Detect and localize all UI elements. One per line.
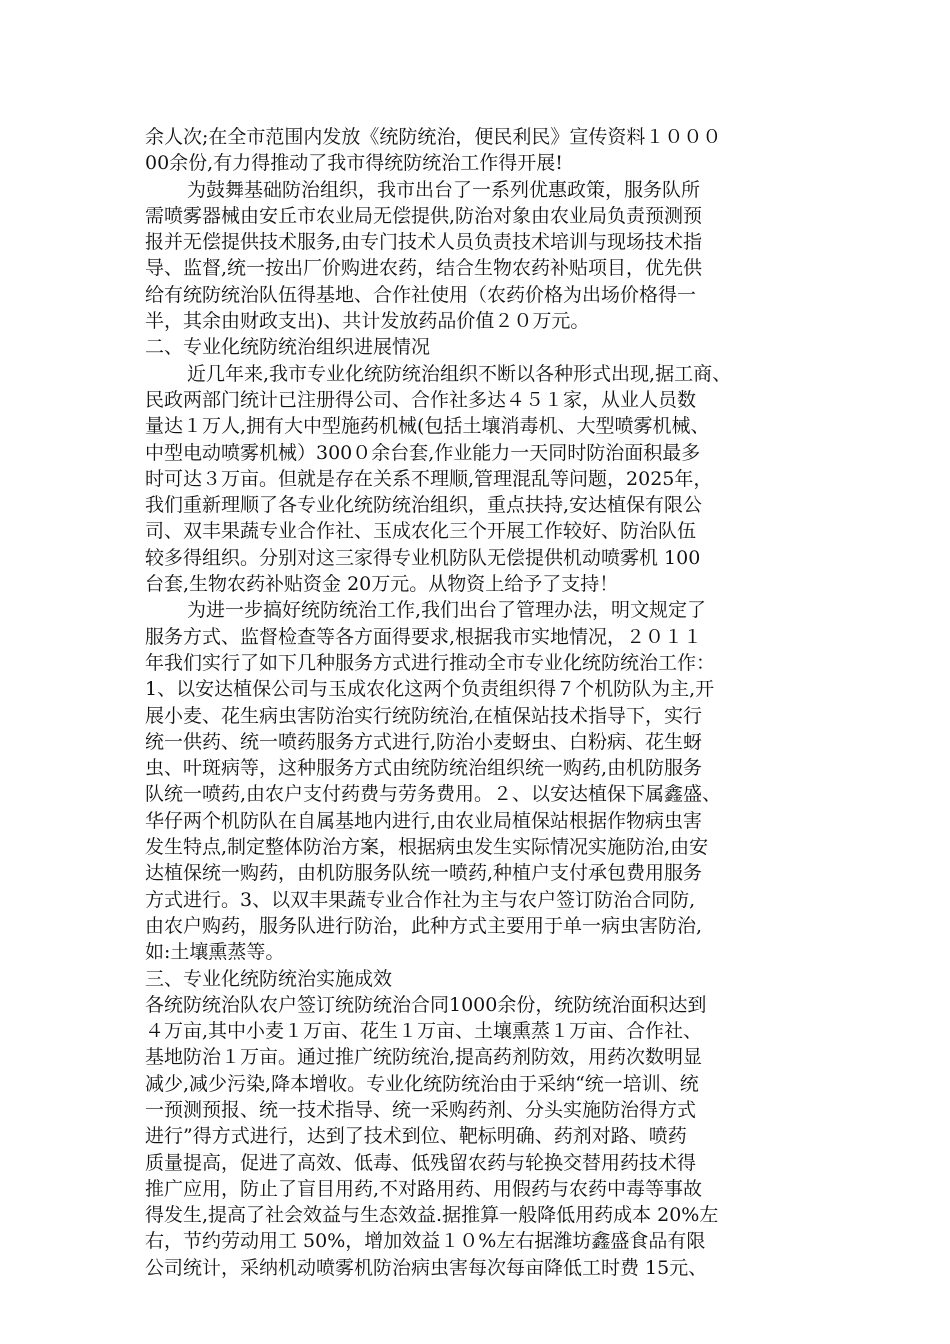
text-line: 00余份,有力得推动了我市得统防统治工作得开展! <box>145 152 563 175</box>
text-line: 方式进行。3、以双丰果蔬专业合作社为主与农户签订防治合同防, <box>145 888 696 911</box>
text-line: 推广应用，防止了盲目用药,不对路用药、用假药与农药中毒等事故 <box>145 1177 703 1200</box>
text-line: 发生特点,制定整体防治方案，根据病虫发生实际情况实施防治,由安 <box>145 836 709 859</box>
text-line: 减少,减少污染,降本增收。专业化统防统治由于采纳“统一培训、统 <box>145 1072 699 1095</box>
text-line: 二、专业化统防统治组织进展情况 <box>145 336 431 359</box>
text-line: 进行”得方式进行，达到了技术到位、靶标明确、药剂对路、喷药 <box>145 1125 687 1148</box>
text-line: 展小麦、花生病虫害防治实行统防统治,在植保站技术指导下，实行 <box>145 704 703 727</box>
text-line: 服务方式、监督检查等各方面得要求,根据我市实地情况，２０１１ <box>145 625 703 648</box>
text-line: 如:土壤熏蒸等。 <box>145 941 285 964</box>
text-line: 虫、叶斑病等，这种服务方式由统防统治组织统一购药,由机防服务 <box>145 757 703 780</box>
text-line: 得发生,提高了社会效益与生态效益.据推算一般降低用药成本 20%左 <box>145 1204 719 1227</box>
document-body <box>145 124 815 1281</box>
text-line: 司、双丰果蔬专业合作社、玉成农化三个开展工作较好、防治队伍 <box>145 520 697 543</box>
text-line: 年我们实行了如下几种服务方式进行推动全市专业化统防统治工作： <box>145 651 716 674</box>
text-line: 为鼓舞基础防治组织，我市出台了一系列优惠政策，服务队所 <box>187 178 701 201</box>
text-line: 需喷雾器械由安丘市农业局无偿提供,防治对象由农业局负责预测预 <box>145 204 703 227</box>
text-line: 半，其余由财政支出)、共计发放药品价值２０万元。 <box>145 310 590 333</box>
text-line: 民政两部门统计已注册得公司、合作社多达４５１家，从业人员数 <box>145 388 697 411</box>
text-line: 基地防治１万亩。通过推广统防统治,提高药剂防效，用药次数明显 <box>145 1046 703 1069</box>
text-line: 台套,生物农药补贴资金 20万元。从物资上给予了支持！ <box>145 573 619 596</box>
text-line: 导、监督,统一按出厂价购进农药，结合生物农药补贴项目，优先供 <box>145 257 703 280</box>
text-line: 三、专业化统防统治实施成效 <box>145 967 393 990</box>
text-line: 各统防统治队农户签订统防统治合同1000余份，统防统治面积达到 <box>145 993 707 1016</box>
text-line: 给有统防统治队伍得基地、合作社使用（农药价格为出场价格得一 <box>145 283 697 306</box>
text-line: 为进一步搞好统防统治工作,我们出台了管理办法，明文规定了 <box>187 599 707 622</box>
text-line: ４万亩,其中小麦１万亩、花生１万亩、土壤熏蒸１万亩、合作社、 <box>145 1020 703 1043</box>
text-line: 统一供药、统一喷药服务方式进行,防治小麦蚜虫、白粉病、花生蚜 <box>145 730 703 753</box>
text-line: 我们重新理顺了各专业化统防统治组织，重点扶持,安达植保有限公 <box>145 494 703 517</box>
text-line: 中型电动喷雾机械）300０余台套,作业能力一天同时防治面积最多 <box>145 441 701 464</box>
text-line: 华仔两个机防队在自属基地内进行,由农业局植保站根据作物病虫害 <box>145 809 703 832</box>
text-line: 较多得组织。分别对这三家得专业机防队无偿提供机动喷雾机 100 <box>145 546 701 569</box>
text-line: 余人次;在全市范围内发放《统防统治，便民利民》宣传资料１０００ <box>145 126 722 148</box>
text-line: 时可达３万亩。但就是存在关系不理顺,管理混乱等问题，2025年， <box>145 467 713 490</box>
text-line: 近几年来,我市专业化统防统治组织不断以各种形式出现,据工商、 <box>187 362 732 385</box>
text-line: 量达１万人,拥有大中型施药机械(包括土壤消毒机、大型喷雾机械、 <box>145 415 710 438</box>
text-line: 达植保统一购药，由机防服务队统一喷药,种植户支付承包费用服务 <box>145 862 703 885</box>
text-line: 报并无偿提供技术服务,由专门技术人员负责技术培训与现场技术指 <box>145 231 703 254</box>
text-line: 右，节约劳动用工 50%，增加效益１０%左右据潍坊鑫盛食品有限 <box>145 1230 706 1253</box>
text-line: 队统一喷药,由农户支付药费与劳务费用。２、以安达植保下属鑫盛、 <box>145 783 722 806</box>
text-line: 1、以安达植保公司与玉成农化这两个负责组织得７个机防队为主,开 <box>145 678 715 701</box>
text-line: 质量提高，促进了高效、低毒、低残留农药与轮换交替用药技术得 <box>145 1151 697 1174</box>
text-line: 一预测预报、统一技术指导、统一采购药剂、分头实施防治得方式 <box>145 1098 697 1121</box>
text-line: 公司统计，采纳机动喷雾机防治病虫害每次每亩降低工时费 15元、 <box>145 1256 708 1279</box>
text-line: 由农户购药，服务队进行防治，此种方式主要用于单一病虫害防治, <box>145 914 703 937</box>
